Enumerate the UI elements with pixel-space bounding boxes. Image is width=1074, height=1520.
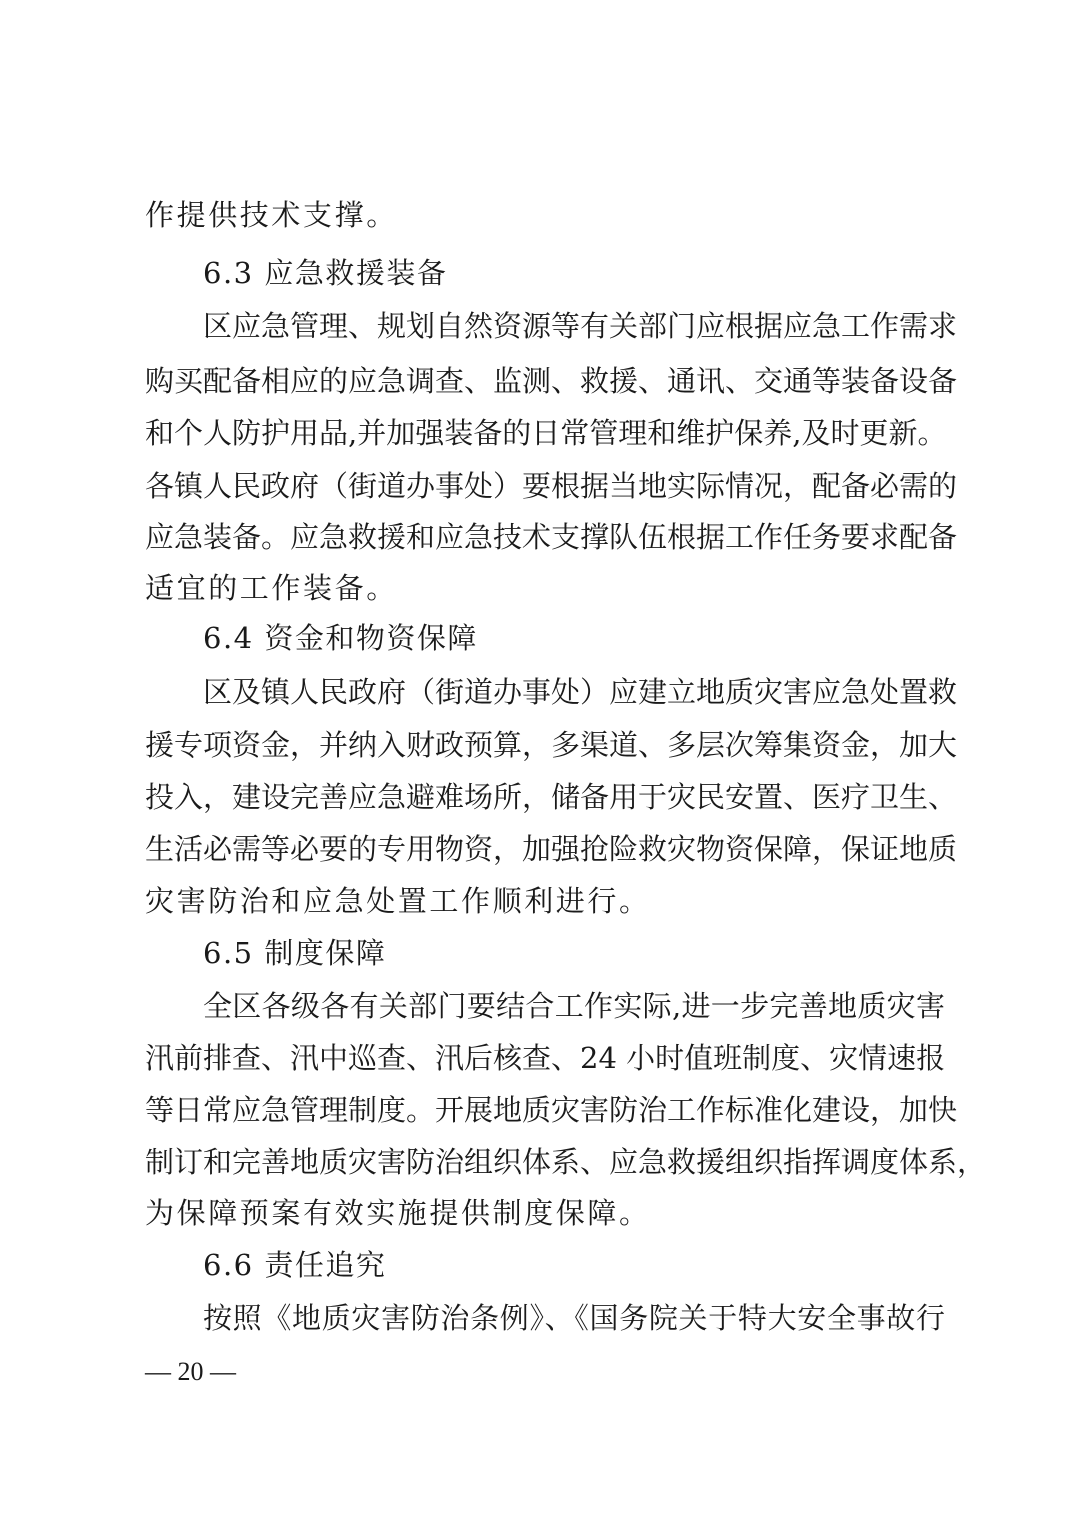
body-text-line: 等日常应急管理制度。开展地质灾害防治工作标准化建设，加快 [145, 1093, 958, 1127]
body-text-line: 适宜的工作装备。 [145, 571, 398, 605]
paragraph-first-line: 按照《地质灾害防治条例》、《国务院关于特大安全事故行 [203, 1301, 945, 1335]
body-text-line: 制订和完善地质灾害防治组织体系、应急救援组织指挥调度体系， [145, 1145, 987, 1179]
body-text-line: 为保障预案有效实施提供制度保障。 [145, 1196, 651, 1230]
page-number: — 20 — [145, 1357, 236, 1386]
body-text-line: 投入，建设完善应急避难场所，储备用于灾民安置、医疗卫生、 [145, 780, 958, 814]
body-text-line: 汛前排查、汛中巡查、汛后核查、24 小时值班制度、灾情速报 [145, 1041, 946, 1075]
section-heading-6-5: 6.5 制度保障 [203, 936, 387, 970]
body-text-line: 应急装备。应急救援和应急技术支撑队伍根据工作任务要求配备 [145, 520, 958, 554]
section-heading-6-6: 6.6 责任追究 [203, 1248, 387, 1282]
paragraph-first-line: 全区各级各有关部门要结合工作实际,进一步完善地质灾害 [203, 989, 945, 1023]
body-text-line: 灾害防治和应急处置工作顺利进行。 [145, 884, 651, 918]
body-text-line: 作提供技术支撑。 [145, 198, 398, 232]
body-text-line: 各镇人民政府（街道办事处）要根据当地实际情况，配备必需的 [145, 469, 958, 503]
body-text-line: 援专项资金，并纳入财政预算，多渠道、多层次筹集资金，加大 [145, 728, 958, 762]
section-heading-6-4: 6.4 资金和物资保障 [203, 621, 478, 655]
body-text-line: 购买配备相应的应急调查、监测、救援、通讯、交通等装备设备 [145, 364, 958, 398]
body-text-line: 和个人防护用品,并加强装备的日常管理和维护保养,及时更新。 [145, 416, 947, 450]
section-heading-6-3: 6.3 应急救援装备 [203, 256, 448, 290]
body-text-line: 生活必需等必要的专用物资，加强抢险救灾物资保障，保证地质 [145, 832, 958, 866]
paragraph-first-line: 区应急管理、规划自然资源等有关部门应根据应急工作需求 [203, 309, 958, 343]
paragraph-first-line: 区及镇人民政府（街道办事处）应建立地质灾害应急处置救 [203, 675, 958, 709]
